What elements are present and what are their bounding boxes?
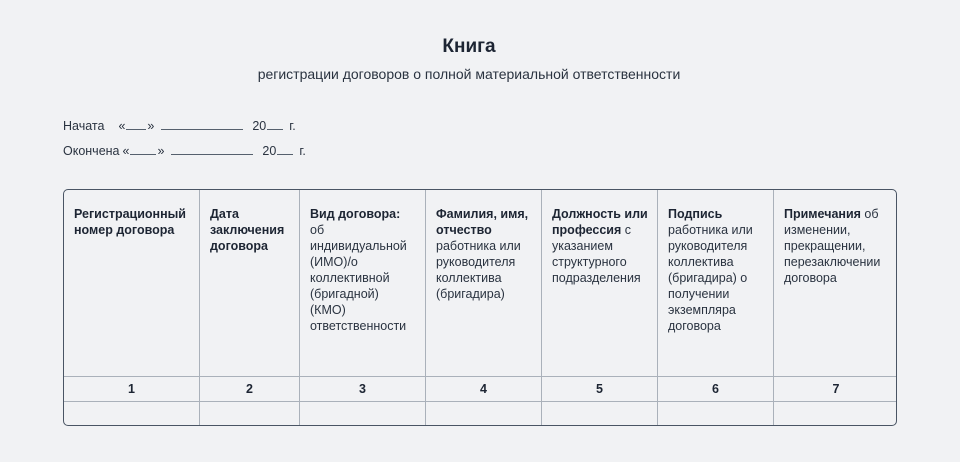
column-number: 7 [832, 382, 840, 396]
table-header-row [64, 190, 896, 376]
column-number: 5 [542, 377, 658, 402]
header-cell-contract-type: Вид договора: об индивидуальной (ИМО)/о коллективной (бригадной) (КМО) ответственности [300, 190, 426, 376]
start-date-label: Начата [63, 119, 105, 133]
year-suffix: г. [289, 119, 296, 133]
table-row [64, 401, 896, 426]
table-number-row [64, 376, 896, 402]
table-cell[interactable] [200, 402, 300, 426]
open-quote: « [118, 119, 126, 133]
day-blank[interactable] [130, 143, 156, 155]
table-cell[interactable] [64, 402, 200, 426]
year-prefix: 20 [252, 119, 267, 133]
header-cell-full-name: Фамилия, имя, отчество работника или руководителя коллектива (бригадира) [426, 190, 542, 376]
header-cell-registration-number: Регистрационный номер договора [64, 190, 200, 376]
table-cell[interactable] [542, 402, 658, 426]
registration-table [63, 189, 897, 426]
table-cell[interactable] [774, 402, 897, 426]
day-blank[interactable] [126, 118, 146, 130]
month-blank[interactable] [161, 118, 243, 130]
month-blank[interactable] [171, 143, 253, 155]
year-blank[interactable] [267, 118, 283, 130]
header-cell-position: Должность или профессия с указанием структурного подразделения [542, 190, 658, 376]
table-cell[interactable] [658, 402, 774, 426]
year-suffix: г. [299, 144, 306, 158]
column-number: 4 [426, 377, 542, 402]
year-prefix: 20 [262, 144, 277, 158]
end-date-line [63, 143, 306, 158]
document-title: Книга [442, 36, 496, 57]
end-date-label: Окончена [63, 144, 120, 158]
header-cell-notes: Примечания об изменении, прекращении, перезаключении договора [784, 207, 881, 285]
column-number: 2 [200, 377, 300, 402]
document-subtitle: регистрации договоров о полной материальной ответственности [257, 66, 681, 82]
close-quote: » [157, 144, 165, 158]
header-cell-contract-date: Дата заключения договора [200, 190, 300, 376]
open-quote: « [122, 144, 130, 158]
table-cell[interactable] [426, 402, 542, 426]
header-cell-signature: Подпись работника или руководителя коллектива (бригадира) о получении экземпляра договора [658, 190, 774, 376]
column-number: 1 [64, 377, 200, 402]
close-quote: » [147, 119, 155, 133]
year-blank[interactable] [277, 143, 293, 155]
column-number: 3 [300, 377, 426, 402]
column-number: 6 [658, 377, 774, 402]
table-cell[interactable] [300, 402, 426, 426]
start-date-line [63, 118, 296, 133]
